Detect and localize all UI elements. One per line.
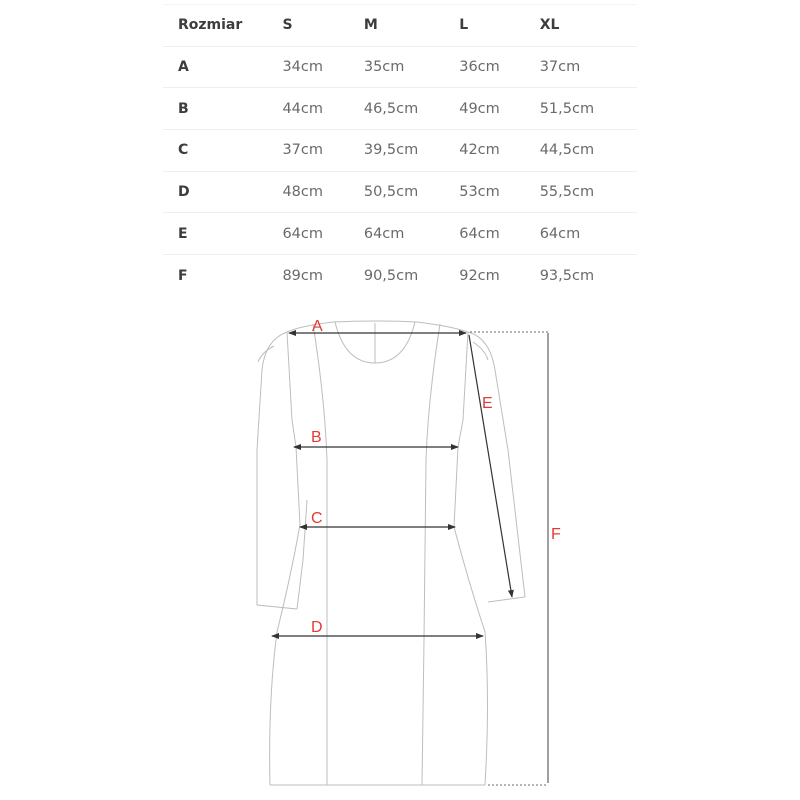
size-chart-table: [163, 4, 637, 296]
table-row: [163, 213, 637, 255]
header-m: M: [363, 17, 378, 34]
cell-value: 89cm: [282, 267, 323, 284]
header-l: L: [459, 17, 469, 34]
cell-value: 92cm: [459, 267, 500, 284]
dress-measurement-diagram: [0, 300, 800, 800]
cell-value: 64cm: [363, 225, 405, 242]
cell-value: 35cm: [363, 59, 405, 76]
cell-value: 49cm: [459, 100, 500, 117]
table-row: [163, 255, 637, 297]
cell-value: 64cm: [459, 225, 500, 242]
label-f: F: [551, 526, 561, 543]
table-row: [163, 171, 637, 213]
cell-value: 44cm: [282, 100, 323, 117]
label-e: E: [482, 395, 493, 412]
arrow-e: [469, 335, 512, 597]
table-row: [163, 46, 637, 88]
cell-value: 93,5cm: [539, 267, 595, 284]
row-label: A: [178, 59, 189, 76]
measurement-arrows: [272, 333, 512, 636]
cell-value: 50,5cm: [363, 184, 419, 201]
header-s: S: [282, 17, 293, 34]
cell-value: 90,5cm: [363, 267, 419, 284]
label-d: D: [311, 619, 323, 636]
table-header-row: [163, 5, 637, 47]
row-label: D: [178, 184, 190, 201]
label-c: C: [311, 510, 323, 527]
cell-value: 34cm: [282, 59, 323, 76]
row-label: C: [178, 142, 189, 159]
cell-value: 51,5cm: [539, 100, 595, 117]
header-xl: XL: [539, 17, 560, 34]
table-row: [163, 130, 637, 172]
cell-value: 46,5cm: [363, 100, 419, 117]
cell-value: 37cm: [282, 142, 323, 159]
row-label: E: [178, 225, 188, 242]
row-label: B: [178, 100, 189, 117]
row-label: F: [178, 267, 188, 284]
cell-value: 42cm: [459, 142, 500, 159]
label-a: A: [312, 318, 323, 335]
cell-value: 64cm: [282, 225, 323, 242]
cell-value: 36cm: [459, 59, 500, 76]
cell-value: 64cm: [539, 225, 581, 242]
dress-outline: [257, 321, 525, 785]
cell-value: 53cm: [459, 184, 500, 201]
table-row: [163, 88, 637, 130]
cell-value: 37cm: [539, 59, 581, 76]
header-size: Rozmiar: [178, 17, 243, 34]
cell-value: 55,5cm: [539, 184, 595, 201]
label-b: B: [311, 429, 322, 446]
cell-value: 39,5cm: [363, 142, 419, 159]
cell-value: 48cm: [282, 184, 323, 201]
cell-value: 44,5cm: [539, 142, 595, 159]
